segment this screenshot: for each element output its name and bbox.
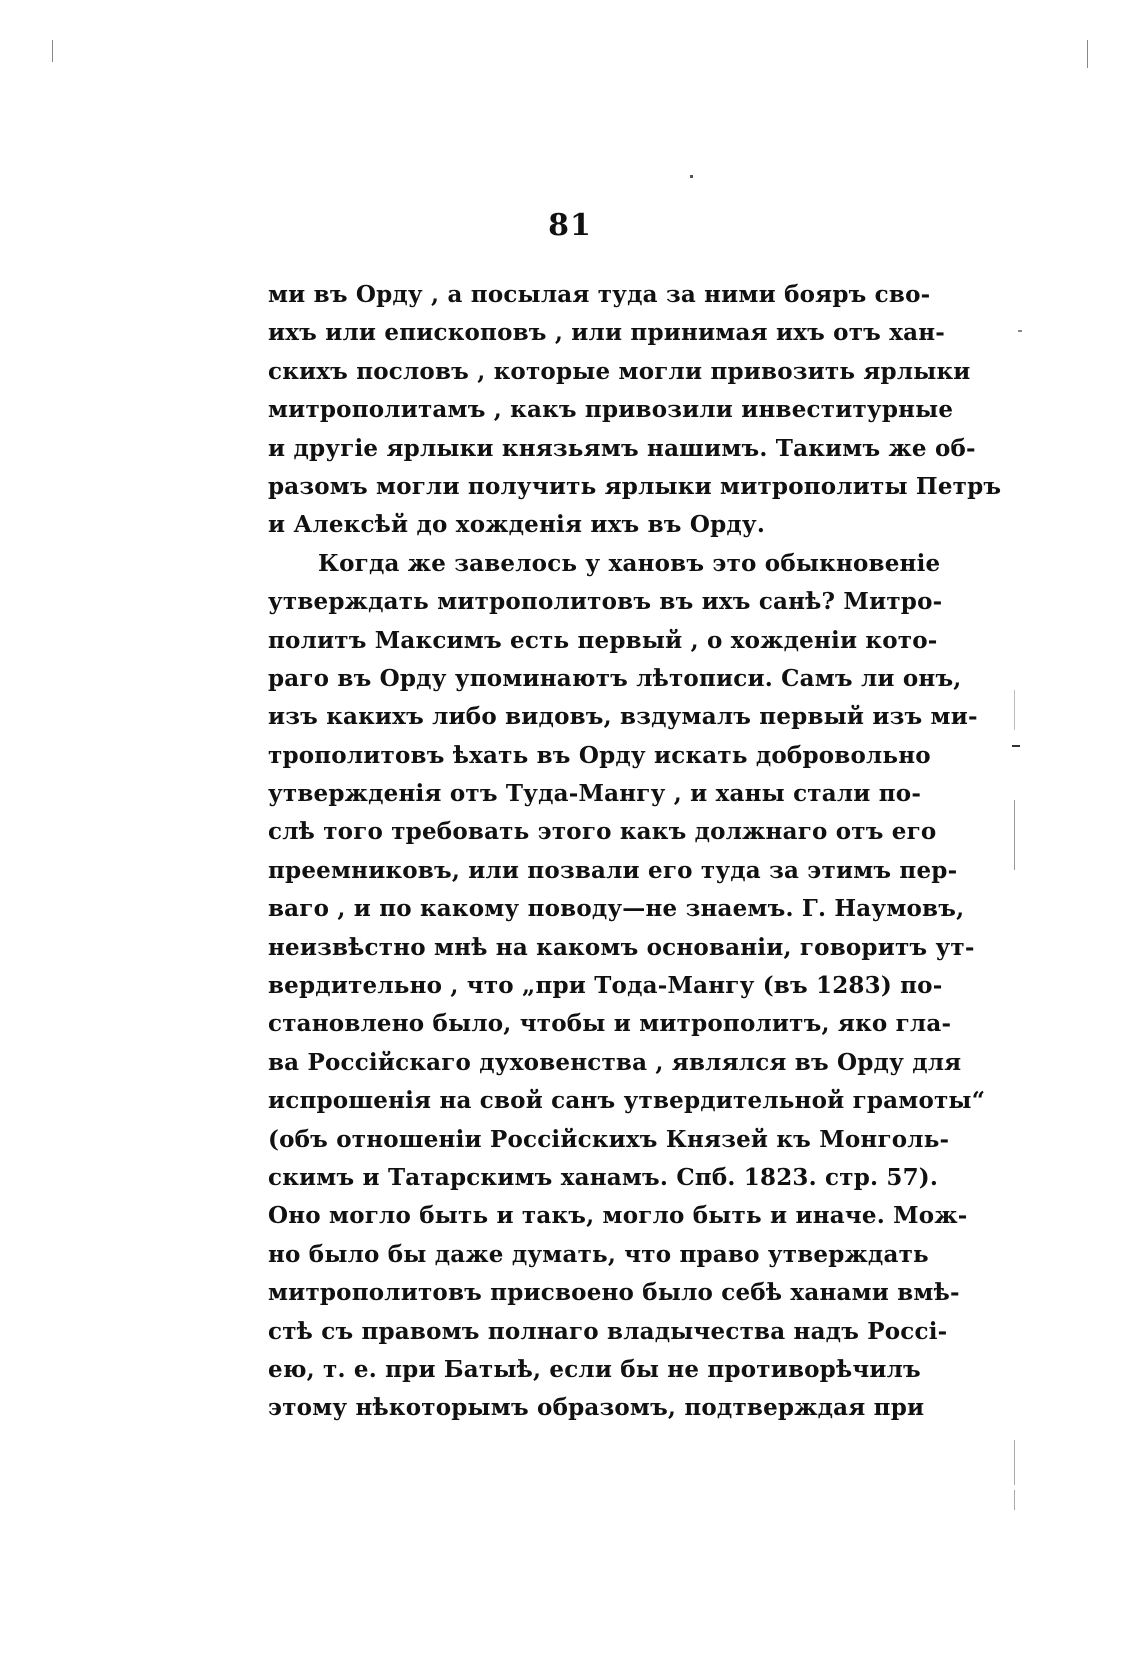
text-line: митрополитовъ присвоено было себѣ ханами вмѣ- bbox=[268, 1279, 960, 1307]
body-text bbox=[268, 276, 1002, 1428]
text-line: утвержденія отъ Туда-Мангу , и ханы стали по- bbox=[268, 780, 922, 808]
scan-edge-mark bbox=[1014, 800, 1015, 870]
text-line: ихъ или епископовъ , или принимая ихъ отъ хан- bbox=[268, 319, 946, 347]
scan-edge-mark bbox=[1018, 330, 1022, 332]
text-line: скихъ пословъ , которые могли привозить ярлыки bbox=[268, 357, 971, 385]
text-line: слѣ того требовать этого какъ должнаго отъ его bbox=[268, 818, 937, 846]
text-line: этому нѣкоторымъ образомъ, подтверждая при bbox=[268, 1394, 925, 1422]
text-line: преемниковъ, или позвали его туда за этимъ пер- bbox=[268, 856, 958, 884]
scan-edge-mark bbox=[1087, 40, 1088, 68]
text-line: скимъ и Татарскимъ ханамъ. Спб. 1823. стр. 57). bbox=[268, 1163, 939, 1191]
scan-edge-mark bbox=[1014, 1440, 1015, 1485]
text-line: ми въ Орду , а посылая туда за ними бояръ сво- bbox=[268, 281, 931, 308]
text-line: митрополитамъ , какъ привозили инвеститурные bbox=[268, 396, 954, 424]
text-line: утверждать митрополитовъ въ ихъ санѣ? Митро- bbox=[268, 588, 943, 616]
text-line: (объ отношеніи Россійскихъ Князей къ Монголь- bbox=[268, 1125, 950, 1153]
text-line: разомъ могли получить ярлыки митрополиты Петръ bbox=[268, 472, 1002, 500]
text-line: испрошенія на свой санъ утвердительной грамоты“ bbox=[268, 1087, 986, 1115]
page-number: 81 bbox=[548, 208, 592, 243]
text-line: раго въ Орду упоминаютъ лѣтописи. Самъ ли онъ, bbox=[268, 664, 962, 692]
text-line: становлено было, чтобы и митрополитъ, яко гла- bbox=[268, 1010, 952, 1038]
text-line: ею, т. е. при Батыѣ, если бы не противорѣчилъ bbox=[268, 1355, 921, 1383]
text-line: политъ Максимъ есть первый , о хожденіи кото- bbox=[268, 626, 938, 654]
scan-edge-mark bbox=[1014, 1490, 1015, 1510]
text-line: неизвѣстно мнѣ на какомъ основаніи, говоритъ ут- bbox=[268, 933, 975, 961]
scan-edge-mark bbox=[1014, 690, 1015, 730]
text-line: вердительно , что „при Тода-Мангу (въ 1283) по- bbox=[268, 972, 943, 1000]
scan-edge-mark bbox=[1012, 745, 1020, 747]
text-line: но было бы даже думать, что право утверждать bbox=[268, 1240, 929, 1268]
scan-edge-mark bbox=[52, 40, 53, 62]
paragraph bbox=[268, 276, 1002, 545]
text-line: стѣ съ правомъ полнаго владычества надъ Россі- bbox=[268, 1317, 948, 1345]
text-line: изъ какихъ либо видовъ, вздумалъ первый изъ ми- bbox=[268, 703, 978, 731]
text-line: и другіе ярлыки князьямъ нашимъ. Такимъ же об- bbox=[268, 434, 976, 462]
text-line: ваго , и по какому поводу—не знаемъ. Г. Наумовъ, bbox=[268, 895, 965, 923]
paragraph bbox=[268, 545, 986, 1428]
text-line: ва Россійскаго духовенства , являлся въ Орду для bbox=[268, 1048, 962, 1076]
text-line: трополитовъ ѣхать въ Орду искать добровольно bbox=[268, 741, 931, 769]
text-line: Когда же завелось у хановъ это обыкновеніе bbox=[318, 549, 941, 577]
scan-dot bbox=[690, 175, 693, 178]
text-line: Оно могло быть и такъ, могло быть и иначе. Мож- bbox=[268, 1202, 968, 1230]
text-line: и Алексѣй до хожденія ихъ въ Орду. bbox=[268, 511, 766, 539]
